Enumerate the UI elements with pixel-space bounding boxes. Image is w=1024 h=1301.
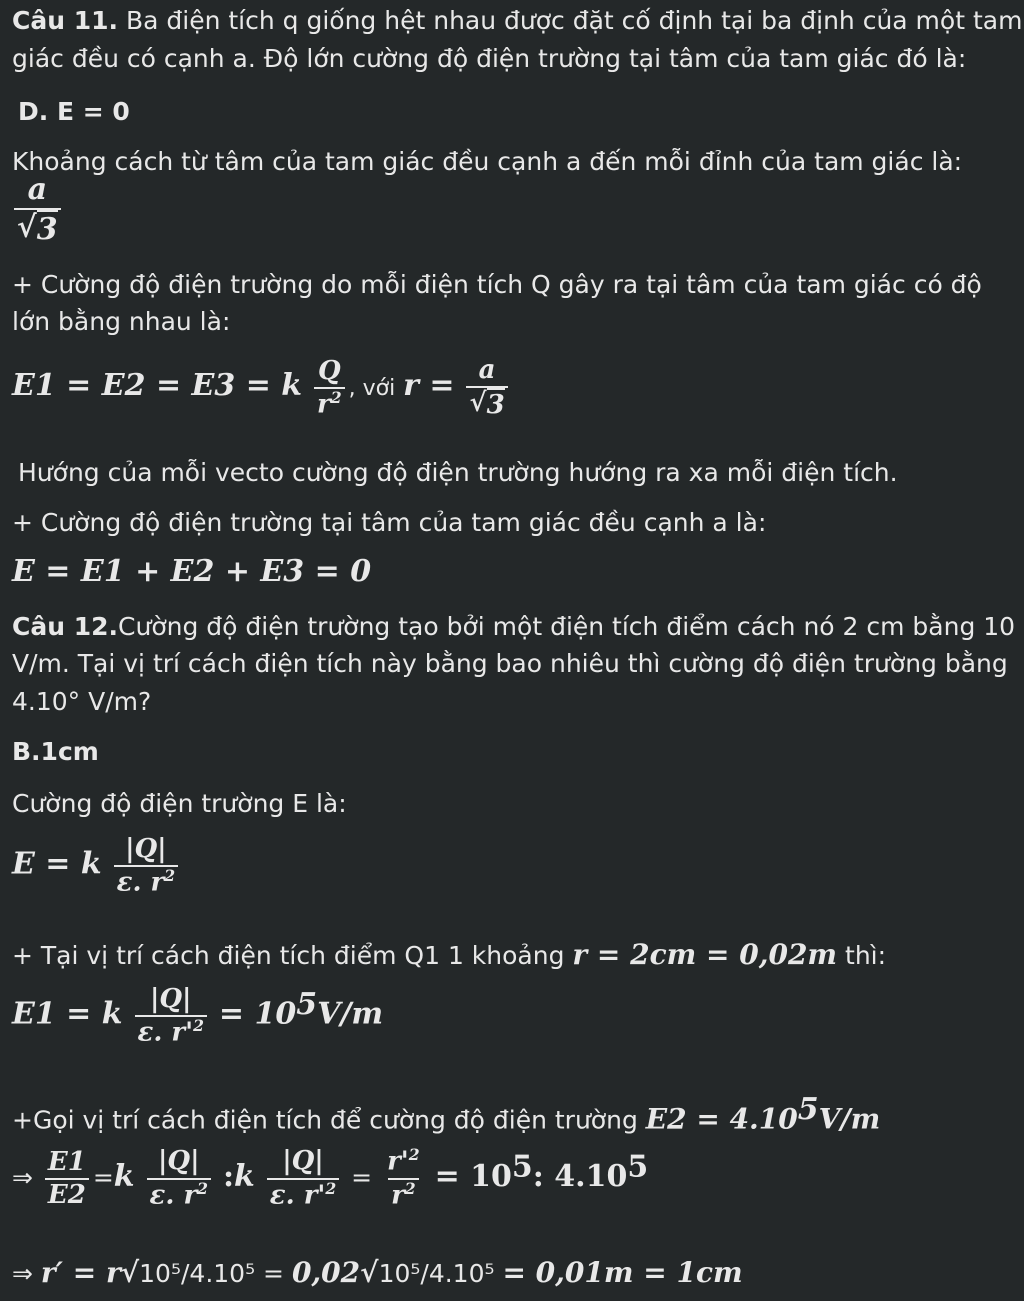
ratio-rp: r' bbox=[387, 1146, 409, 1177]
eqE1-den: ε. r' bbox=[137, 1017, 194, 1048]
q11-text-1: Ba điện tích q giống hệt nhau được đặt cố định tại ba định của một tam bbox=[125, 6, 1023, 35]
line-d-unit: V/m bbox=[818, 1102, 881, 1136]
q12-line-d bbox=[12, 1092, 880, 1136]
eqE-exp: 2 bbox=[164, 866, 176, 886]
q11-distance-text: Khoảng cách từ tâm của tam giác đều cạnh a đến mỗi đỉnh của tam giác là: bbox=[12, 147, 963, 176]
frac-num-a: a bbox=[27, 172, 48, 207]
q12-final bbox=[12, 1256, 743, 1290]
ratio-right: = 10 bbox=[434, 1158, 512, 1194]
eq1-exp: 2 bbox=[330, 387, 342, 407]
ratio-e2: 2 bbox=[325, 1178, 337, 1198]
sqrt-3: 3 bbox=[36, 212, 58, 247]
eq1-den: r bbox=[317, 389, 331, 420]
line-d-math: E2 = 4.10 bbox=[645, 1102, 798, 1136]
ratio-right2-exp: 5 bbox=[627, 1149, 649, 1185]
q11-line-1 bbox=[12, 6, 1022, 36]
arrow-2: ⇒ bbox=[12, 1259, 33, 1288]
ratio-eq1: = bbox=[92, 1162, 114, 1192]
q12-eq-E1 bbox=[12, 984, 383, 1049]
ratio-r: r bbox=[391, 1180, 405, 1211]
line-d-exp: 5 bbox=[797, 1092, 819, 1127]
ratio-den: E2 bbox=[45, 1178, 89, 1211]
ratio-rp-exp: 2 bbox=[408, 1145, 420, 1164]
q12-eq-E bbox=[12, 834, 182, 899]
ratio-e1: 2 bbox=[197, 1178, 208, 1198]
ratio-right-exp: 5 bbox=[511, 1149, 533, 1185]
line-c-end: thì: bbox=[845, 941, 887, 970]
q11-eq1: E1 = E2 = E3 = k $\frac{Q}{r^2}$ , với r = a √ 3 bbox=[12, 355, 512, 421]
final-mid: 10⁵/4.10⁵ = bbox=[139, 1259, 284, 1288]
eqE1-right: = 10 bbox=[218, 996, 297, 1032]
eq1-frac-a: a bbox=[478, 355, 496, 385]
q11-label: Câu 11. bbox=[12, 6, 119, 35]
eq1-with: , với bbox=[348, 376, 396, 402]
eq1-num: Q bbox=[318, 355, 341, 386]
ratio-k1: k bbox=[113, 1158, 135, 1194]
eqE-den: ε. r bbox=[116, 867, 165, 898]
q12-line-2: V/m. Tại vị trí cách điện tích này bằng bao nhiêu thì cường độ điện trường bằng bbox=[12, 649, 1008, 678]
q11-line-a1: + Cường độ điện trường do mỗi điện tích Q gây ra tại tâm của tam giác có độ bbox=[12, 270, 982, 299]
q11-answer: D. E = 0 bbox=[18, 97, 130, 126]
q11-line-2: giác đều có cạnh a. Độ lớn cường độ điện trường tại tâm của tam giác đó là: bbox=[12, 44, 967, 73]
ratio-d2: ε. r' bbox=[269, 1180, 326, 1211]
eq1-r: r = bbox=[403, 368, 455, 404]
final-002: 0,02√ bbox=[291, 1256, 379, 1289]
q12-label: Câu 12. bbox=[12, 612, 119, 641]
final-end: = 0,01m = 1cm bbox=[502, 1256, 743, 1289]
ratio-num: E1 bbox=[47, 1146, 86, 1177]
q12-line-1 bbox=[12, 612, 1015, 642]
q12-text-1: Cường độ điện trường tạo bởi một điện tích điểm cách nó 2 cm bằng 10 bbox=[118, 612, 1016, 641]
arrow-1: ⇒ bbox=[12, 1162, 33, 1192]
ratio-colon: : bbox=[222, 1158, 235, 1194]
ratio-eq2: = bbox=[351, 1162, 373, 1192]
q11-line-a2: lớn bằng nhau là: bbox=[12, 307, 231, 336]
eqE1-exp: 2 bbox=[193, 1016, 204, 1036]
ratio-q1: |Q| bbox=[157, 1146, 200, 1177]
q12-line-3: 4.10° V/m? bbox=[12, 687, 152, 716]
frac-a-sqrt3: a √ 3 bbox=[10, 172, 65, 248]
line-c-text: + Tại vị trí cách điện tích điểm Q1 1 khoảng bbox=[12, 941, 565, 970]
q12-answer: B.1cm bbox=[12, 737, 99, 766]
q12-line-c bbox=[12, 938, 886, 972]
final-mid2: 10⁵/4.10⁵ bbox=[378, 1259, 495, 1288]
q11-line-b: + Cường độ điện trường tại tâm của tam giác đều cạnh a là: bbox=[12, 508, 767, 537]
eqE1-unit: V/m bbox=[317, 996, 384, 1032]
eq1-left: E1 = E2 = E3 = k bbox=[12, 368, 303, 404]
eq1-sqrt3: 3 bbox=[486, 390, 505, 421]
eqE-left: E = k bbox=[12, 846, 102, 882]
ratio-r-exp: 2 bbox=[404, 1178, 416, 1198]
eqE1-num: |Q| bbox=[149, 984, 192, 1014]
eqE-num: |Q| bbox=[125, 834, 167, 864]
line-d-text: +Gọi vị trí cách điện tích để cường độ điện trường bbox=[12, 1105, 638, 1135]
eqE1-left: E1 = k bbox=[12, 996, 123, 1032]
line-c-math: r = 2cm = 0,02m bbox=[572, 938, 838, 971]
q11-direction: Hướng của mỗi vecto cường độ điện trường hướng ra xa mỗi điện tích. bbox=[18, 458, 898, 487]
q11-eq2: E = E1 + E2 + E3 = 0 bbox=[12, 554, 372, 589]
ratio-k2: k bbox=[234, 1158, 255, 1194]
eqE1-pow: 5 bbox=[296, 987, 318, 1023]
ratio-d1: ε. r bbox=[149, 1180, 198, 1211]
ratio-q2: |Q| bbox=[282, 1146, 324, 1177]
q12-e-text: Cường độ điện trường E là: bbox=[12, 789, 347, 818]
q12-ratio bbox=[12, 1146, 648, 1212]
final-left: r′ = r√ bbox=[40, 1256, 140, 1289]
ratio-right2: : 4.10 bbox=[532, 1158, 628, 1194]
